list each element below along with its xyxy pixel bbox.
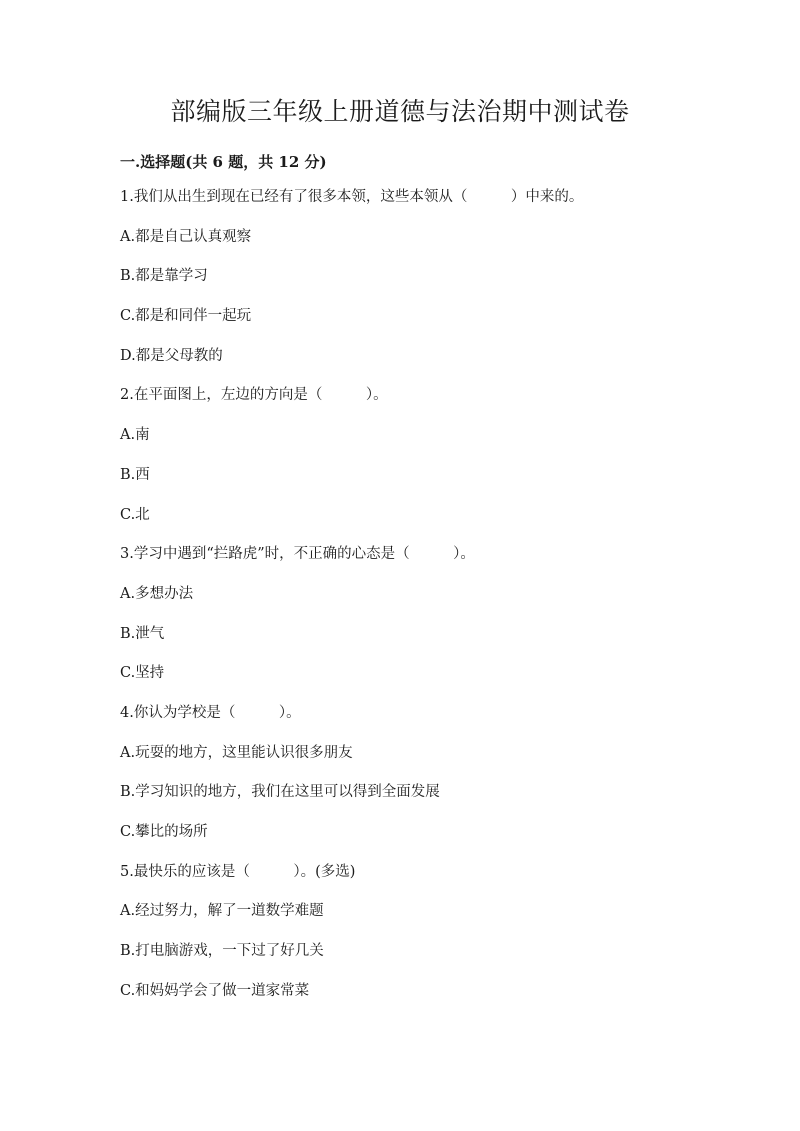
question-list: [120, 186, 740, 1019]
question-1-option-d: D.都是父母教的: [120, 347, 223, 364]
question-3-option-a: A.多想办法: [120, 585, 194, 602]
question-1-option-a: A.都是自己认真观察: [120, 228, 252, 245]
question-1-option-c: C.都是和同伴一起玩: [120, 308, 252, 325]
question-2: 2.在平面图上，左边的方向是（ ）。: [120, 387, 388, 404]
question-5-option-b: B.打电脑游戏，一下过了好几关: [120, 943, 324, 960]
section-heading: 一.选择题(共 6 题，共 12 分): [120, 153, 327, 171]
question-3-option-c: C.坚持: [120, 665, 165, 682]
question-5-option-c: C.和妈妈学会了做一道家常菜: [120, 982, 310, 999]
question-1-option-b: B.都是靠学习: [120, 268, 208, 285]
question-2-option-a: A.南: [120, 427, 150, 444]
question-3: 3.学习中遇到“拦路虎”时，不正确的心态是（ ）。: [120, 546, 475, 563]
question-4-option-a: A.玩耍的地方，这里能认识很多朋友: [120, 744, 353, 761]
question-5: 5.最快乐的应该是（ ）。(多选): [120, 863, 356, 880]
exam-title: 部编版三年级上册道德与法治期中测试卷: [170, 97, 630, 126]
question-4: 4.你认为学校是（ ）。: [120, 704, 301, 721]
question-2-option-c: C.北: [120, 506, 150, 523]
question-3-option-b: B.泄气: [120, 625, 165, 642]
question-4-option-c: C.攀比的场所: [120, 824, 208, 840]
question-1: 1.我们从出生到现在已经有了很多本领，这些本领从（ ）中来的。: [120, 189, 584, 205]
question-4-option-b: B.学习知识的地方，我们在这里可以得到全面发展: [120, 784, 440, 801]
question-5-option-a: A.经过努力，解了一道数学难题: [120, 903, 324, 920]
question-2-option-b: B.西: [120, 466, 150, 483]
